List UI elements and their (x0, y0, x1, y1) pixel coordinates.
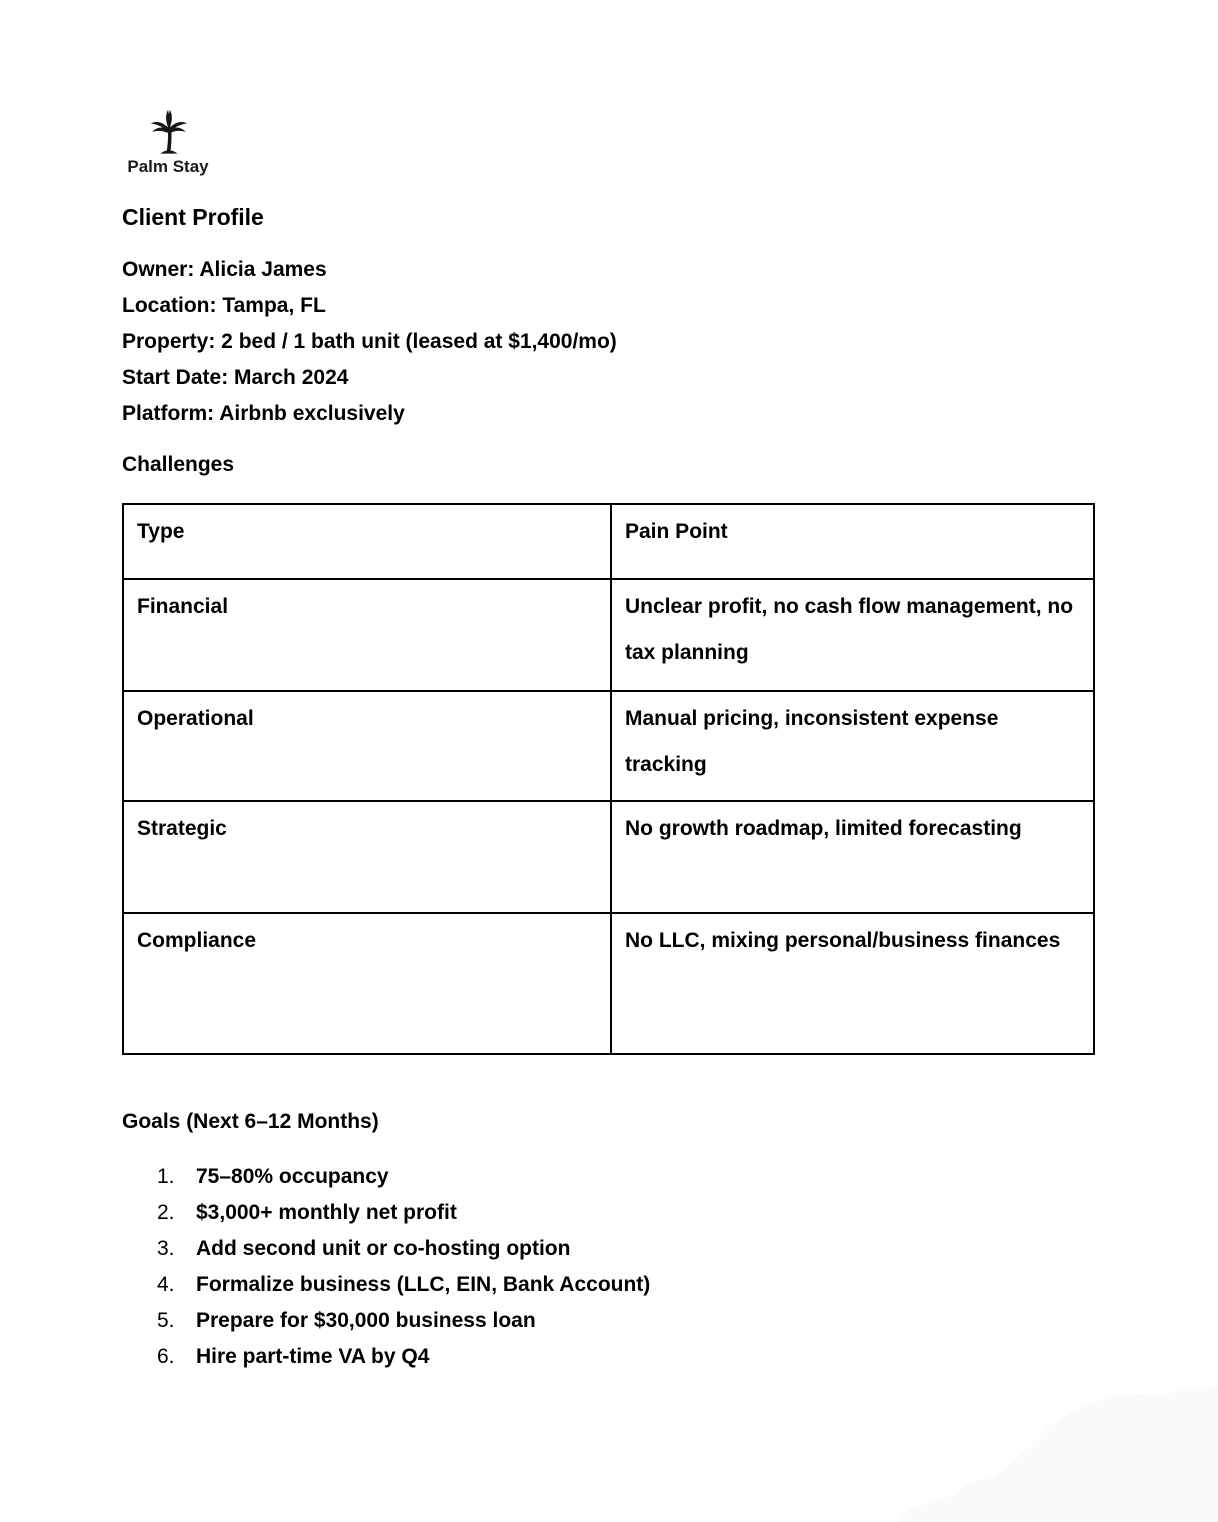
cell-pain-point: No LLC, mixing personal/business finances (611, 913, 1094, 1054)
list-item-number: 1. (157, 1165, 175, 1188)
table-row (123, 579, 1094, 691)
challenges-table (122, 503, 1095, 1055)
list-item-number: 2. (157, 1201, 175, 1224)
page-title: Client Profile (122, 204, 264, 230)
list-item (157, 1339, 650, 1375)
list-item (157, 1231, 650, 1267)
goals-list (157, 1159, 650, 1375)
table-row (123, 913, 1094, 1054)
list-item-number: 3. (157, 1237, 175, 1260)
cell-pain-point: No growth roadmap, limited forecasting (611, 801, 1094, 913)
client-profile-details (122, 252, 617, 432)
brand-name: Palm Stay (127, 157, 209, 176)
profile-line-property: Property: 2 bed / 1 bath unit (leased at $1,400/mo) (122, 330, 617, 353)
table-header-pain-point: Pain Point (611, 504, 1094, 579)
list-item-text: $3,000+ monthly net profit (196, 1201, 457, 1224)
cell-pain-point: Unclear profit, no cash flow management, no tax planning (611, 579, 1094, 691)
palm-tree-icon (144, 108, 192, 156)
corner-watermark (898, 1387, 1218, 1522)
list-item-number: 5. (157, 1309, 175, 1332)
list-item-number: 6. (157, 1345, 175, 1368)
list-item (157, 1303, 650, 1339)
list-item-text: Add second unit or co-hosting option (196, 1237, 571, 1260)
brand-logo (126, 108, 210, 177)
profile-line-location: Location: Tampa, FL (122, 294, 326, 317)
profile-line-platform: Platform: Airbnb exclusively (122, 402, 405, 425)
table-header-row (123, 504, 1094, 579)
cell-type: Operational (123, 691, 611, 801)
cell-type: Strategic (123, 801, 611, 913)
challenges-heading: Challenges (122, 453, 235, 476)
cell-pain-point: Manual pricing, inconsistent expense tracking (611, 691, 1094, 801)
list-item-text: Formalize business (LLC, EIN, Bank Account) (196, 1273, 651, 1296)
list-item (157, 1195, 650, 1231)
list-item (157, 1159, 650, 1195)
goals-heading: Goals (Next 6–12 Months) (122, 1110, 379, 1133)
profile-line-owner: Owner: Alicia James (122, 258, 327, 281)
profile-line-start-date: Start Date: March 2024 (122, 366, 349, 389)
table-header-type: Type (123, 504, 611, 579)
cell-type: Compliance (123, 913, 611, 1054)
cell-type: Financial (123, 579, 611, 691)
list-item (157, 1267, 650, 1303)
list-item-text: Prepare for $30,000 business loan (196, 1309, 536, 1332)
list-item-text: Hire part-time VA by Q4 (196, 1345, 430, 1368)
table-row (123, 691, 1094, 801)
list-item-text: 75–80% occupancy (196, 1165, 389, 1188)
list-item-number: 4. (157, 1273, 175, 1296)
table-row (123, 801, 1094, 913)
